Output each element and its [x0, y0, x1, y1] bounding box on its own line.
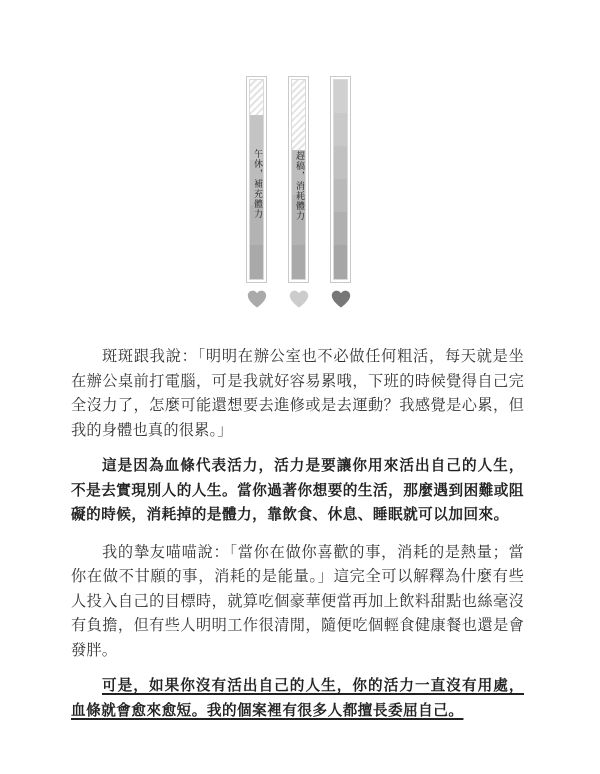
bar-segment-filled [334, 212, 347, 245]
underlined-text: 可是，如果你沒有活出自己的人生，你的活力一直沒有用處，血條就會愈來愈短。我的個案裡有很多人都擅長委屈自己。 [71, 677, 524, 719]
bar-frame [246, 76, 267, 283]
bar-label: 趕稿，消耗體力 [294, 151, 304, 221]
article-body [71, 344, 524, 723]
energy-bars-illustration [0, 0, 600, 320]
bar-segment-empty [292, 80, 305, 150]
bar-frame [330, 76, 351, 283]
bar-frame [288, 76, 309, 283]
bar-segment-filled [334, 80, 347, 113]
paragraph-meow-quote: 我的摯友喵喵說：「當你在做你喜歡的事，消耗的是熱量；當你在做不甘願的事，消耗的是能量。」這完全可以解釋為什麼有些人投入自己的目標時，就算吃個豪華便當再加上飲料甜點也絲毫沒有負擔，但有些人明明工作很清閒，隨便吃個輕食健康餐也還是會發胖。 [71, 542, 524, 659]
bar-segment-filled [334, 113, 347, 146]
bar-fill-stack [333, 79, 348, 280]
paragraph-energy-explanation: 這是因為血條代表活力，活力是要讓你用來活出自己的人生，不是去實現別人的人生。當你過著你想要的生活，那麼遇到困難或阻礙的時候，消耗掉的是體力，靠飲食、休息、睡眠就可以加回來。 [71, 457, 524, 523]
heart-icon [289, 290, 309, 308]
paragraph-conclusion [71, 674, 524, 723]
bar-label: 午休，補充體力 [252, 149, 262, 219]
bar-segment-empty [250, 80, 263, 115]
paragraph-banban-quote: 斑斑跟我說：「明明在辦公室也不必做任何粗活，每天就是坐在辦公桌前打電腦，可是我就好容易累哦，下班的時候覺得自己完全沒力了，怎麼可能還想要去進修或是去運動？我感覺是心累，但我的身體也真的很累。」 [71, 347, 524, 439]
heart-icon [331, 290, 351, 308]
energy-bar-deadline [288, 76, 309, 283]
bar-segment-filled [250, 245, 263, 279]
energy-bar-nap [246, 76, 267, 283]
bar-segment-filled [334, 146, 347, 179]
energy-bar-full [330, 76, 351, 283]
bar-segment-filled [292, 245, 305, 279]
heart-icon [247, 290, 267, 308]
bar-segment-filled [334, 245, 347, 279]
bar-segment-filled [334, 179, 347, 212]
